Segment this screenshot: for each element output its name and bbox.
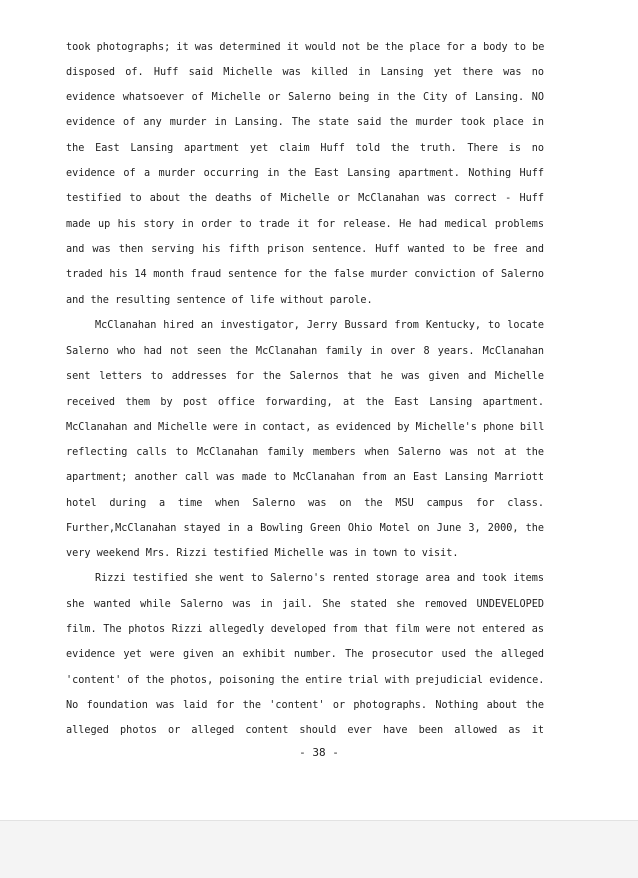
text-line: made up his story in order to trade it for release. He had medical problems bbox=[66, 219, 544, 230]
text-line: testified to about the deaths of Michelle or McClanahan was correct - Huff bbox=[66, 193, 544, 204]
scan-margin bbox=[0, 820, 638, 878]
text-line: No foundation was laid for the 'content' or photographs. Nothing about the bbox=[66, 700, 544, 711]
text-line: traded his 14 month fraud sentence for the false murder conviction of Salerno bbox=[66, 269, 544, 280]
text-line: alleged photos or alleged content should ever have been allowed as it bbox=[66, 725, 544, 736]
text-line: sent letters to addresses for the Salernos that he was given and Michelle bbox=[66, 371, 544, 382]
page-number: - 38 - bbox=[299, 746, 339, 759]
text-line: and was then serving his fifth prison sentence. Huff wanted to be free and bbox=[66, 244, 544, 255]
text-line: Salerno who had not seen the McClanahan family in over 8 years. McClanahan bbox=[66, 346, 544, 357]
text-line: 'content' of the photos, poisoning the entire trial with prejudicial evidence. bbox=[66, 675, 545, 686]
text-line: evidence of any murder in Lansing. The state said the murder took place in bbox=[66, 117, 544, 128]
text-line: evidence of a murder occurring in the East Lansing apartment. Nothing Huff bbox=[66, 168, 544, 179]
text-line: received them by post office forwarding, at the East Lansing apartment. bbox=[66, 397, 544, 408]
text-line: evidence yet were given an exhibit number. The prosecutor used the alleged bbox=[66, 649, 544, 660]
text-line: film. The photos Rizzi allegedly developed from that film were not entered as bbox=[66, 624, 544, 635]
text-line: apartment; another call was made to McClanahan from an East Lansing Marriott bbox=[66, 472, 544, 483]
paragraph-first-line: Rizzi testified she went to Salerno's rented storage area and took items bbox=[95, 573, 544, 584]
text-line: hotel during a time when Salerno was on the MSU campus for class. bbox=[66, 498, 544, 509]
text-line: the East Lansing apartment yet claim Huff told the truth. There is no bbox=[66, 143, 544, 154]
text-line: evidence whatsoever of Michelle or Salerno being in the City of Lansing. NO bbox=[66, 92, 544, 103]
text-line: disposed of. Huff said Michelle was killed in Lansing yet there was no bbox=[66, 67, 544, 78]
text-line: very weekend Mrs. Rizzi testified Michelle was in town to visit. bbox=[66, 548, 459, 559]
paragraph-first-line: McClanahan hired an investigator, Jerry Bussard from Kentucky, to locate bbox=[95, 320, 544, 331]
text-line: she wanted while Salerno was in jail. She stated she removed UNDEVELOPED bbox=[66, 599, 544, 610]
text-line: took photographs; it was determined it would not be the place for a body to be bbox=[66, 42, 545, 53]
text-line: and the resulting sentence of life without parole. bbox=[66, 295, 373, 306]
text-line: Further,McClanahan stayed in a Bowling Green Ohio Motel on June 3, 2000, the bbox=[66, 523, 544, 534]
text-line: reflecting calls to McClanahan family members when Salerno was not at the bbox=[66, 447, 544, 458]
text-line: McClanahan and Michelle were in contact, as evidenced by Michelle's phone bill bbox=[66, 422, 545, 433]
